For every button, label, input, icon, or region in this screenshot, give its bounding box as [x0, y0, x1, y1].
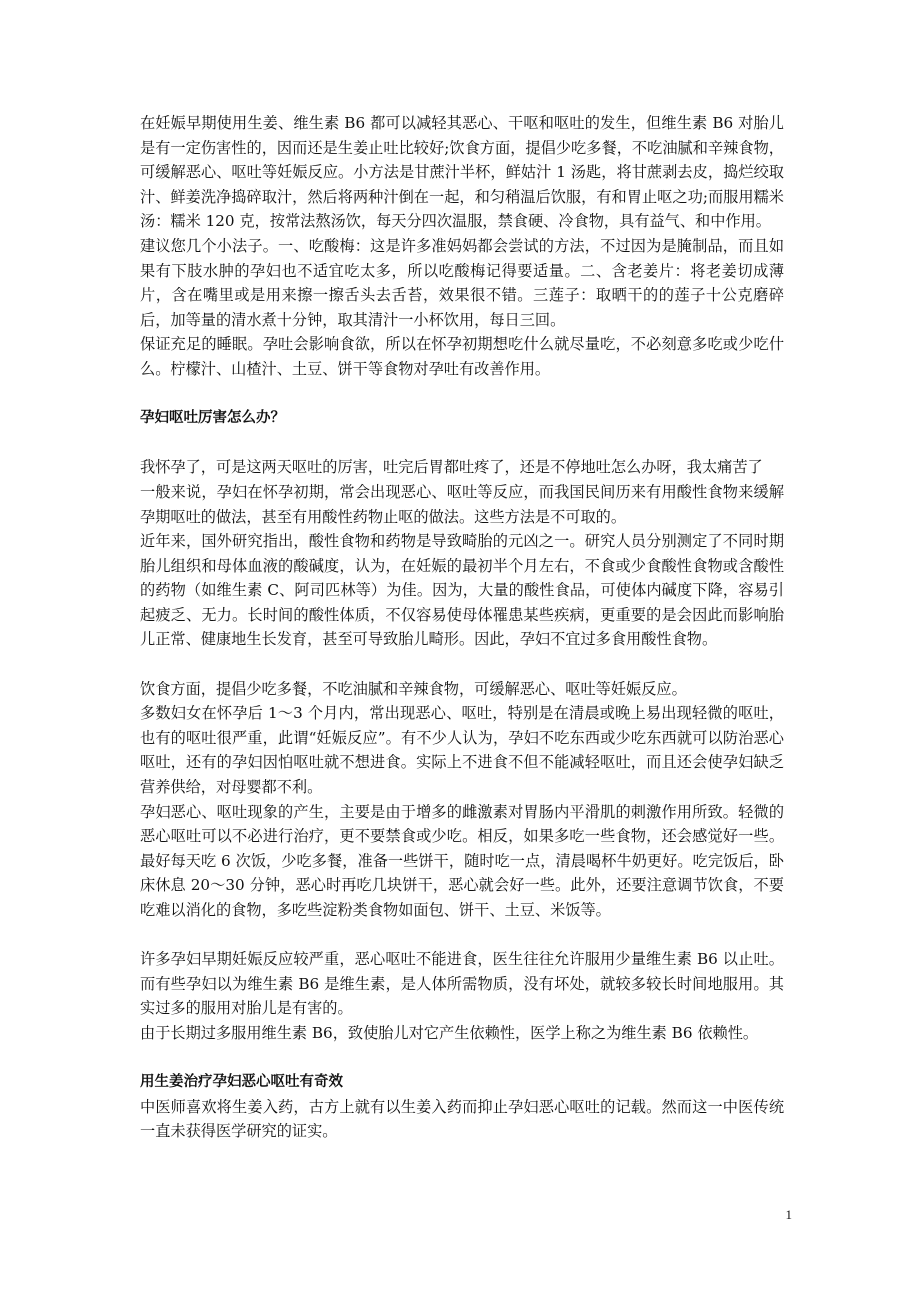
paragraph: 保证充足的睡眠。孕吐会影响食欲，所以在怀孕初期想吃什么就尽量吃，不必刻意多吃或少吃什么。柠檬汁、山楂汁、土豆、饼干等食物对孕吐有改善作用。 — [140, 335, 784, 378]
paragraph: 一般来说，孕妇在怀孕初期，常会出现恶心、呕吐等反应，而我国民间历来有用酸性食物来缓解孕期呕吐的做法，甚至有用酸性药物止呕的做法。这些方法是不可取的。 — [140, 482, 784, 526]
blank-line — [140, 1046, 784, 1071]
section-heading: 孕妇呕吐厉害怎么办？ — [140, 410, 285, 427]
page-number: 1 — [785, 1207, 792, 1222]
paragraph: 由于长期过多服用维生素 B6，致使胎儿对它产生依赖性，医学上称之为维生素 B6 依赖性。 — [140, 1023, 759, 1042]
paragraph: 建议您几个小法子。一、吃酸梅：这是许多准妈妈都会尝试的方法，不过因为是腌制品，而且如果有下肢水肿的孕妇也不适宜吃太多，所以吃酸梅记得要适量。二、含老姜片：将老姜切成薄片，含在嘴里或是用来擦一擦舌头去舌苔，效果很不错。三莲子：取晒干的的莲子十公克磨碎后，加等量的清水煮十分钟，取其清汁一小杯饮用，每日三回。 — [140, 236, 784, 329]
paragraph: 孕妇恶心、呕吐现象的产生，主要是由于增多的雌激素对胃肠内平滑肌的刺激作用所致。轻微的恶心呕吐可以不必进行治疗，更不要禁食或少吃。相反，如果多吃一些食物，还会感觉好一些。最好每天吃 6 次饭，少吃多餐，准备一些饼干，随时吃一点，清晨喝杯牛奶更好。吃完饭后，卧床休息 20～30 分钟，恶心时再吃几块饼干，恶心就会好一些。此外，还要注意调节饮食，不要吃难以消化的食物，多吃些淀粉类食物如面包、饼干、土豆、米饭等。 — [140, 802, 784, 919]
section-heading: 用生姜治疗孕妇恶心呕吐有奇效 — [140, 1074, 343, 1091]
paragraph: 在妊娠早期使用生姜、维生素 B6 都可以减轻其恶心、干呕和呕吐的发生，但维生素 B6 对胎儿是有一定伤害性的，因而还是生姜止吐比较好;饮食方面，提倡少吃多餐，不吃油腻和辛辣食物，可缓解恶心、呕吐等妊娠反应。小方法是甘蔗汁半杯，鲜姑汁 1 汤匙，将甘蔗剥去皮，捣烂绞取汁、鲜姜洗净捣碎取汁，然后将两种汁倒在一起，和匀稍温后饮服，有和胃止呕之功;而服用糯米汤：糯米 120 克，按常法熬汤饮，每天分四次温服，禁食硬、冷食物，具有益气、和中作用。 — [140, 114, 784, 231]
blank-line — [140, 431, 784, 456]
paragraph: 饮食方面，提倡少吃多餐，不吃油腻和辛辣食物，可缓解恶心、呕吐等妊娠反应。 — [140, 679, 687, 698]
paragraph: 多数妇女在怀孕后 1～3 个月内，常出现恶心、呕吐，特别是在清晨或晚上易出现轻微的呕吐，也有的呕吐很严重，此谓“妊娠反应”。有不少人认为，孕妇不吃东西或少吃东西就可以防治恶心呕吐，还有的孕妇因怕呕吐就不想进食。实际上不进食不但不能减轻呕吐，而且还会使孕妇缺乏营养供给，对母婴都不利。 — [140, 704, 784, 797]
blank-line — [140, 652, 784, 677]
document-body — [140, 111, 784, 1144]
paragraph: 我怀孕了，可是这两天呕吐的厉害，吐完后胃都吐疼了，还是不停地吐怎么办呀，我太痛苦了 — [140, 458, 763, 477]
blank-line — [140, 923, 784, 948]
paragraph: 许多孕妇早期妊娠反应较严重，恶心呕吐不能进食，医生往往允许服用少量维生素 B6 以止吐。而有些孕妇以为维生素 B6 是维生素，是人体所需物质，没有坏处，就较多较长时间地服用。其实过多的服用对胎儿是有害的。 — [140, 950, 784, 1018]
paragraph: 近年来，国外研究指出，酸性食物和药物是导致畸胎的元凶之一。研究人员分别测定了不同时期胎儿组织和母体血液的酸碱度，认为，在妊娠的最初半个月左右，不食或少食酸性食物或含酸性的药物（如维生素 C、阿司匹林等）为佳。因为，大量的酸性食品，可使体内碱度下降，容易引起疲乏、无力。长时间的酸性体质，不仅容易使母体罹患某些疾病，更重要的是会因此而影响胎儿正常、健康地生长发育，甚至可导致胎儿畸形。因此，孕妇不宜过多食用酸性食物。 — [140, 532, 784, 649]
blank-line — [140, 382, 784, 407]
paragraph: 中医师喜欢将生姜入药，古方上就有以生姜入药而抑止孕妇恶心呕吐的记载。然而这一中医传统一直未获得医学研究的证实。 — [140, 1097, 784, 1141]
